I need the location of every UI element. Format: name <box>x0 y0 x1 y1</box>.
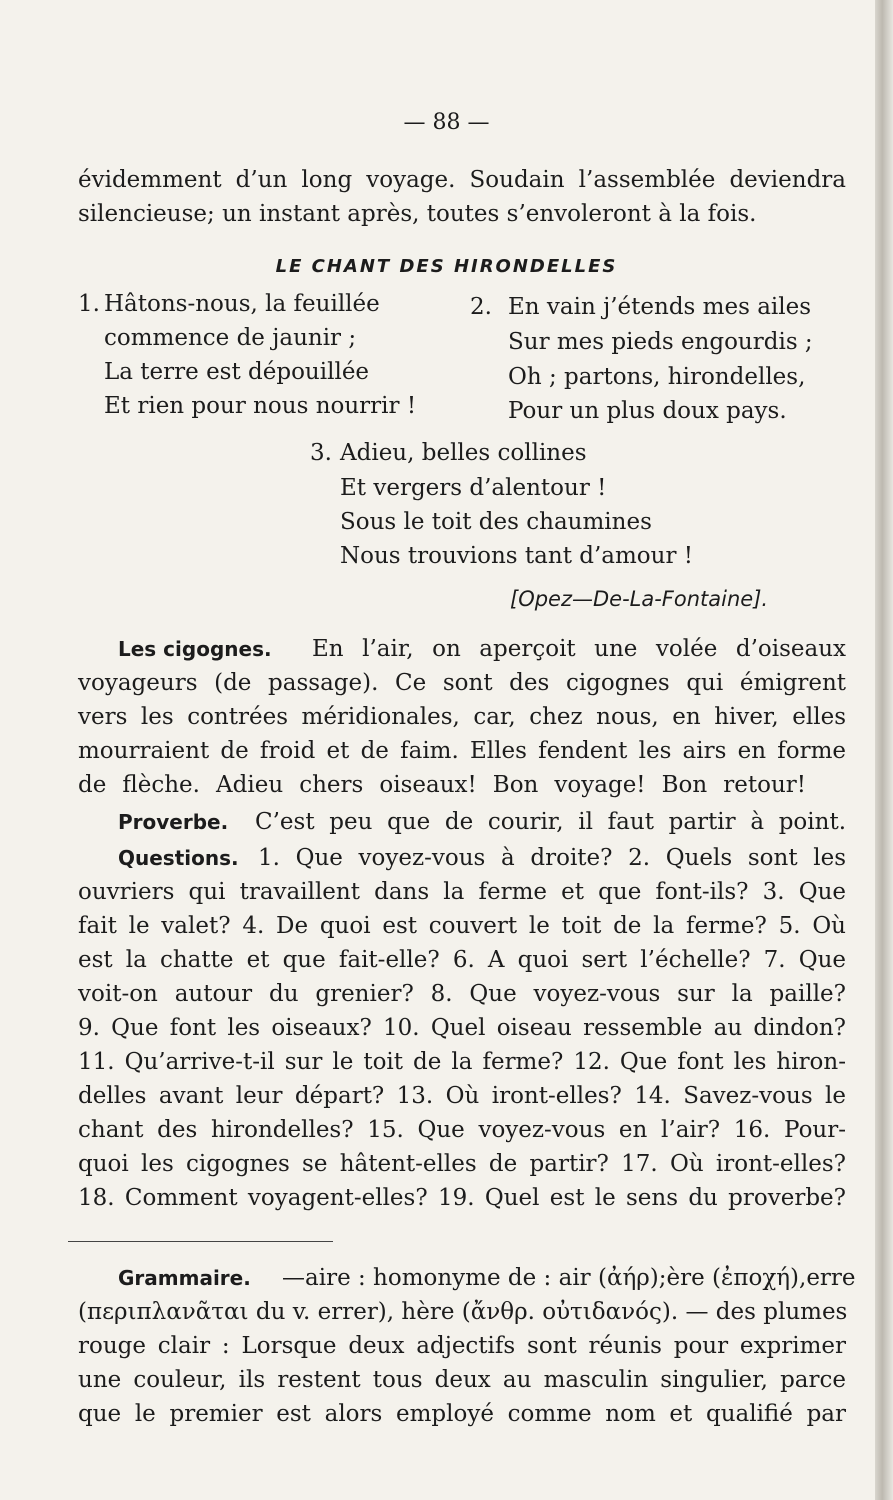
questions-line-5: voit-on autour du grenier? 8. Que voyez-vous sur la paille? <box>78 981 846 1007</box>
cigognes-line-4: mourraient de froid et de faim. Elles fendent les airs en forme <box>78 738 846 764</box>
proverbe-label <box>118 807 228 837</box>
grammaire-label <box>118 1263 251 1293</box>
cigognes-line-5: de flèche. Adieu chers oiseaux! Bon voyage! Bon retour! <box>78 772 806 798</box>
stanza3-line-4: Nous trouvions tant d’amour ! <box>340 543 694 569</box>
questions-label-text: Questions. <box>118 846 239 870</box>
stanza2-line-1: En vain j’étends mes ailes <box>508 294 812 320</box>
stanza3-line-3: Sous le toit des chaumines <box>340 509 652 535</box>
stanza1-line-2: commence de jaunir ; <box>104 325 357 351</box>
stanza2-number: 2. <box>470 294 492 320</box>
stanza1-line-4: Et rien pour nous nourrir ! <box>104 393 417 419</box>
questions-line-3: fait le valet? 4. De quoi est couvert le toit de la ferme? 5. Où <box>78 913 846 939</box>
stanza2-line-4: Pour un plus doux pays. <box>508 398 787 424</box>
stanza1-line-3: La terre est dépouillée <box>104 359 370 385</box>
cigognes-line-1: En l’air, on aperçoit une volée d’oiseaux <box>312 636 846 662</box>
section-divider <box>68 1241 333 1242</box>
questions-line-8: delles avant leur départ? 13. Où iront-elles? 14. Savez-vous le <box>78 1083 846 1109</box>
intro-line-1: évidemment d’un long voyage. Soudain l’assemblée deviendra <box>78 167 846 193</box>
stanza2-line-3: Oh ; partons, hirondelles, <box>508 364 806 390</box>
cigognes-line-2: voyageurs (de passage). Ce sont des cigognes qui émigrent <box>78 670 846 696</box>
grammaire-line-5: que le premier est alors employé comme nom et qualifié par <box>78 1401 846 1427</box>
questions-line-9: chant des hirondelles? 15. Que voyez-vous en l’air? 16. Pour- <box>78 1117 846 1143</box>
questions-line-1: 1. Que voyez-vous à droite? 2. Quels sont les <box>258 845 846 871</box>
questions-line-6: 9. Que font les oiseaux? 10. Quel oiseau ressemble au dindon? <box>78 1015 846 1041</box>
page-edge <box>875 0 893 1500</box>
questions-line-2: ouvriers qui travaillent dans la ferme et que font-ils? 3. Que <box>78 879 846 905</box>
stanza3-line-2: Et vergers d’alentour ! <box>340 475 607 501</box>
cigognes-line-3: vers les contrées méridionales, car, chez nous, en hiver, elles <box>78 704 846 730</box>
questions-line-11: 18. Comment voyagent-elles? 19. Quel est le sens du proverbe? <box>78 1185 846 1211</box>
stanza3-line-1: Adieu, belles collines <box>340 440 587 466</box>
stanza2-line-2: Sur mes pieds engourdis ; <box>508 329 813 355</box>
grammaire-label-text: Grammaire. <box>118 1266 251 1290</box>
cigognes-label-text: Les cigognes. <box>118 637 272 661</box>
cigognes-label <box>118 634 272 664</box>
poem-author: [Opez—De-La-Fontaine]. <box>510 587 769 611</box>
grammaire-line-3: rouge clair : Lorsque deux adjectifs sont réunis pour exprimer <box>78 1333 846 1359</box>
grammaire-line-1: —aire : homonyme de : air (ἀήρ);ère (ἐποχή),erre <box>282 1265 856 1291</box>
grammaire-line-2: (περιπλανᾶται du v. errer), hère (ἄνθρ. οὐτιδανός). — des plumes <box>78 1299 848 1325</box>
page-number: — 88 — <box>403 110 490 135</box>
questions-line-10: quoi les cigognes se hâtent-elles de partir? 17. Où iront-elles? <box>78 1151 846 1177</box>
stanza1-line-1: Hâtons-nous, la feuillée <box>104 291 380 317</box>
questions-label <box>118 843 239 873</box>
stanza1-number: 1. <box>78 291 100 317</box>
intro-line-2: silencieuse; un instant après, toutes s’envoleront à la fois. <box>78 201 757 227</box>
questions-line-7: 11. Qu’arrive-t-il sur le toit de la ferme? 12. Que font les hiron- <box>78 1049 846 1075</box>
proverbe-text: C’est peu que de courir, il faut partir à point. <box>255 809 846 835</box>
poem-title: LE CHANT DES HIRONDELLES <box>275 256 618 277</box>
grammaire-line-4: une couleur, ils restent tous deux au masculin singulier, parce <box>78 1367 846 1393</box>
stanza3-number: 3. <box>310 440 332 466</box>
proverbe-label-text: Proverbe. <box>118 810 229 834</box>
questions-line-4: est la chatte et que fait-elle? 6. A quoi sert l’échelle? 7. Que <box>78 947 846 973</box>
